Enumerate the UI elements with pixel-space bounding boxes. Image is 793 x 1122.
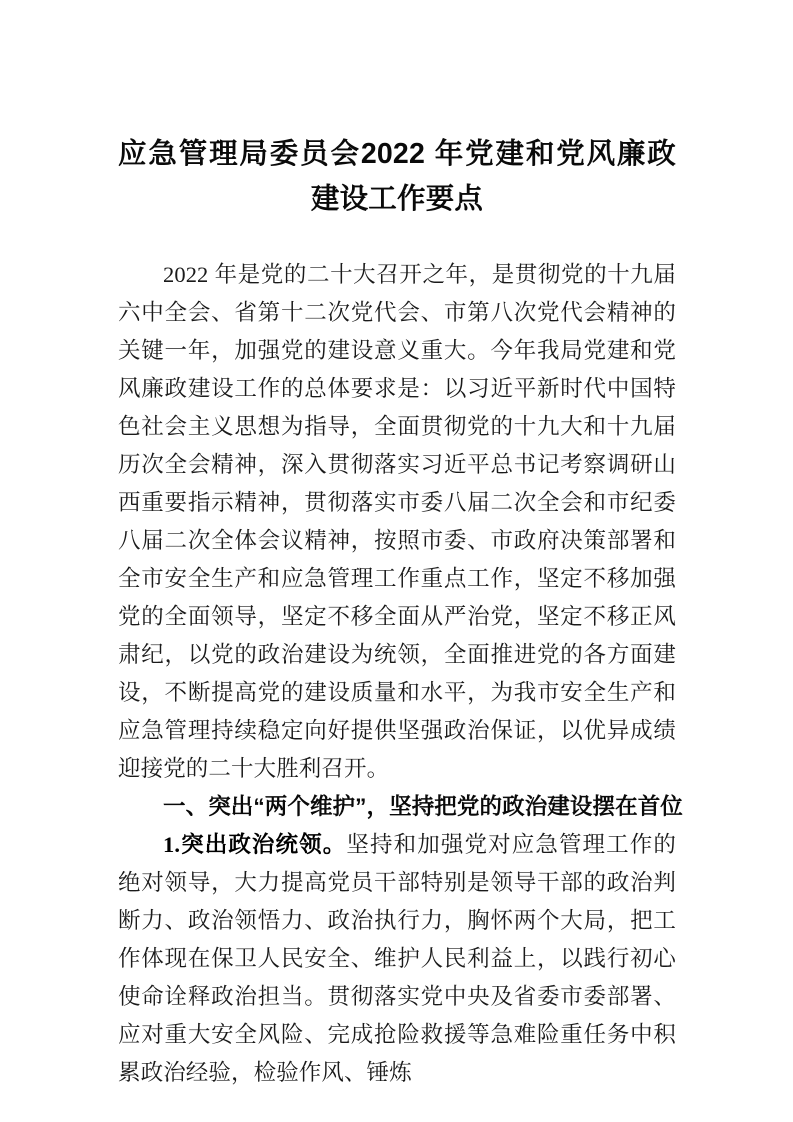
page-content (118, 132, 683, 1092)
section-heading-1: 一、突出“两个维护”，坚持把党的政治建设摆在首位 (163, 794, 683, 819)
page-title-line-1: 应急管理局委员会2022 年党建和党风廉政 (118, 138, 676, 170)
page-title-line-2: 建设工作要点 (310, 183, 484, 215)
paragraph-intro: 2022 年是党的二十大召开之年，是贯彻党的十九届六中全会、省第十二次党代会、市第八次党代会精神的关键一年，加强党的建设意义重大。今年我局党建和党风廉政建设工作的总体要求是：以习近平新时代中国特色社会主义思想为指导，全面贯彻党的十九大和十九届历次全会精神，深入贯彻落实习近平总书记考察调研山西重要指示精神，贯彻落实市委八届二次全会和市纪委八届二次全体会议精神，按照市委、市政府决策部署和全市安全生产和应急管理工作重点工作，坚定不移加强党的全面领导，坚定不移全面从严治党，坚定不移正风肃纪，以党的政治建设为统领，全面推进党的各方面建设，不断提高党的建设质量和水平，为我市安全生产和应急管理持续稳定向好提供坚强政治保证，以优异成绩迎接党的二十大胜利召开。 (118, 262, 676, 781)
paragraph-item-1 (118, 826, 676, 1092)
paragraph-item-1-text: 坚持和加强党对应急管理工作的绝对领导，大力提高党员干部特别是领导干部的政治判断力、政治领悟力、政治执行力，胸怀两个大局，把工作体现在保卫人民安全、维护人民利益上，以践行初心使命诠释政治担当。贯彻落实党中央及省委市委部署、应对重大安全风险、完成抢险救援等急难险重任务中积累政治经验，检验作风、锤炼 (118, 832, 677, 1085)
page-title (118, 132, 676, 222)
document-body (118, 256, 683, 1092)
paragraph-item-1-lead: 1.突出政治统领。 (163, 832, 347, 857)
